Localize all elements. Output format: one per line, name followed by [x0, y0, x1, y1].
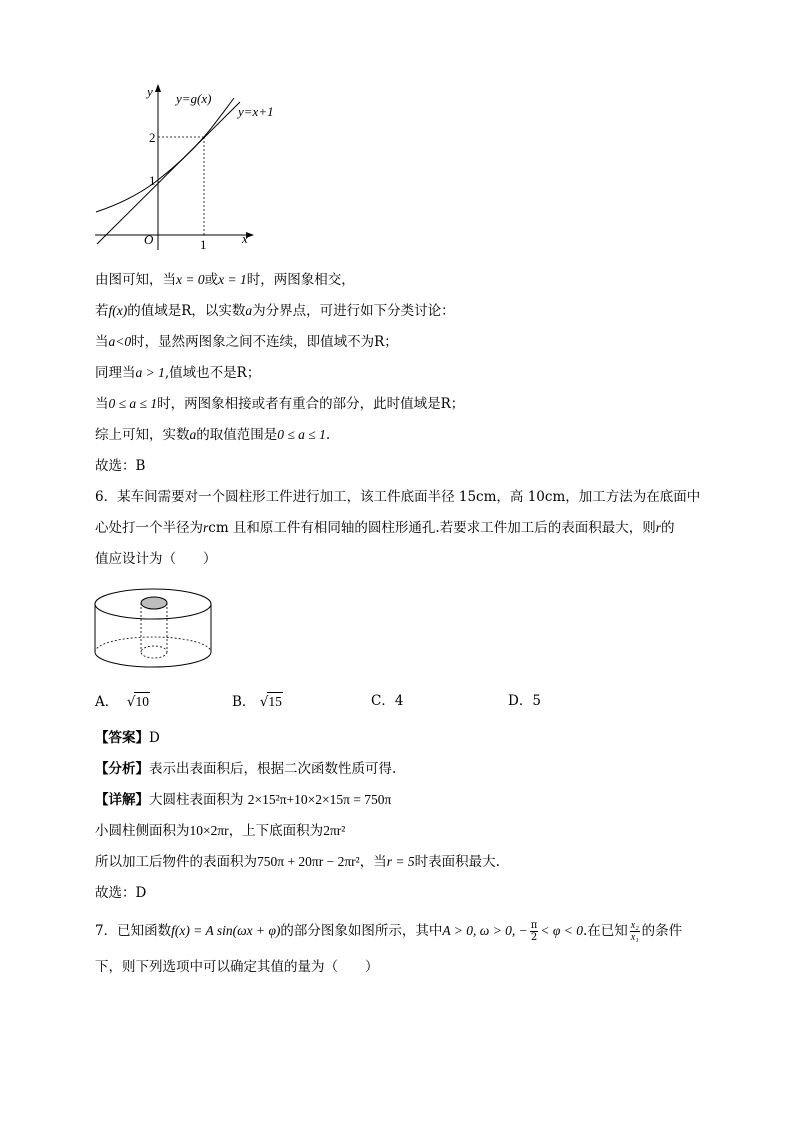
label-curve: y=g(x)	[176, 91, 212, 106]
label-one-y: 1	[149, 173, 156, 188]
q6-line-1: 6．某车间需要对一个圆柱形工件进行加工，该工件底面半径 15cm，高 10cm，加工方法为在底面中	[95, 489, 701, 505]
line-y-x-plus-1	[97, 102, 240, 244]
solution-line-5: 当0 ≤ a ≤ 1时，两图象相接或者有重合的部分，此时值域是R；	[95, 396, 465, 412]
q7-line-2: 下，则下列选项中可以确定其值的量为（ ）	[95, 959, 379, 975]
option-c[interactable]: C．4	[371, 693, 404, 709]
cylinder-figure	[92, 586, 217, 676]
cylinder-bottom-back	[95, 637, 211, 652]
label-line: y=x+1	[238, 104, 274, 119]
solution-line-4: 同理当a > 1,值域也不是R；	[95, 365, 261, 381]
hole-top	[141, 597, 167, 609]
cylinder-bottom-front	[95, 652, 211, 667]
option-b[interactable]: B． √15	[232, 694, 282, 710]
curve-g	[96, 98, 234, 212]
q6-line-3: 值应设计为（ ）	[95, 551, 217, 567]
detail-line-2: 小圆柱侧面积为10×2πr，上下底面积为2πr²	[95, 823, 346, 839]
pi-over-2-fraction: $\frac{\pi}{2}$	[530, 920, 538, 943]
solution-line-2: 若f(x)的值域是R，以实数a为分界点，可进行如下分类讨论：	[95, 303, 455, 319]
solution-line-6: 综上可知，实数a的取值范围是0 ≤ a ≤ 1.	[95, 427, 331, 443]
detail-line-3: 所以加工后物件的表面积为750π + 20πr − 2πr²，当r = 5时表面积最大.	[95, 854, 500, 870]
detail-line-4: 故选：D	[95, 885, 147, 901]
label-two-y: 2	[149, 130, 156, 145]
y-axis-arrow	[155, 84, 161, 92]
option-a[interactable]: A． √10	[95, 694, 149, 710]
label-x: x	[242, 231, 248, 246]
solution-line-1: 由图可知，当x = 0或x = 1时，两图象相交，	[95, 272, 355, 288]
answer-line: 【答案】D	[95, 730, 160, 746]
q6-line-2: 心处打一个半径为rcm 且和原工件有相同轴的圆柱形通孔.若要求工件加工后的表面积最大，则r的	[95, 520, 675, 536]
function-graph	[90, 80, 290, 255]
x2-over-x1-fraction: $\frac{\text{x₂}}{\text{x₁}}$	[630, 920, 639, 943]
label-y: y	[147, 84, 153, 99]
solution-line-3: 当a<0时，显然两图象之间不连续，即值域不为R；	[95, 334, 398, 350]
q7-line-1: 7．已知函数f(x) = A sin(ωx + φ)的部分图象如图所示，其中A > 0, ω > 0, − $\frac{\pi}{2}$ < φ < 0.在已知 $\frac{\text{x₂}}{\text{x₁}}$ 的条件	[95, 920, 683, 943]
analysis-line: 【分析】表示出表面积后，根据二次函数性质可得.	[95, 761, 397, 777]
option-d[interactable]: D．5	[508, 693, 541, 709]
detail-line: 【详解】大圆柱表面积为 2×15²π+10×2×15π = 750π	[95, 792, 392, 808]
hole-bottom	[141, 646, 167, 658]
solution-line-7: 故选：B	[95, 458, 146, 474]
label-origin: O	[144, 232, 154, 247]
label-one-x: 1	[200, 237, 207, 252]
